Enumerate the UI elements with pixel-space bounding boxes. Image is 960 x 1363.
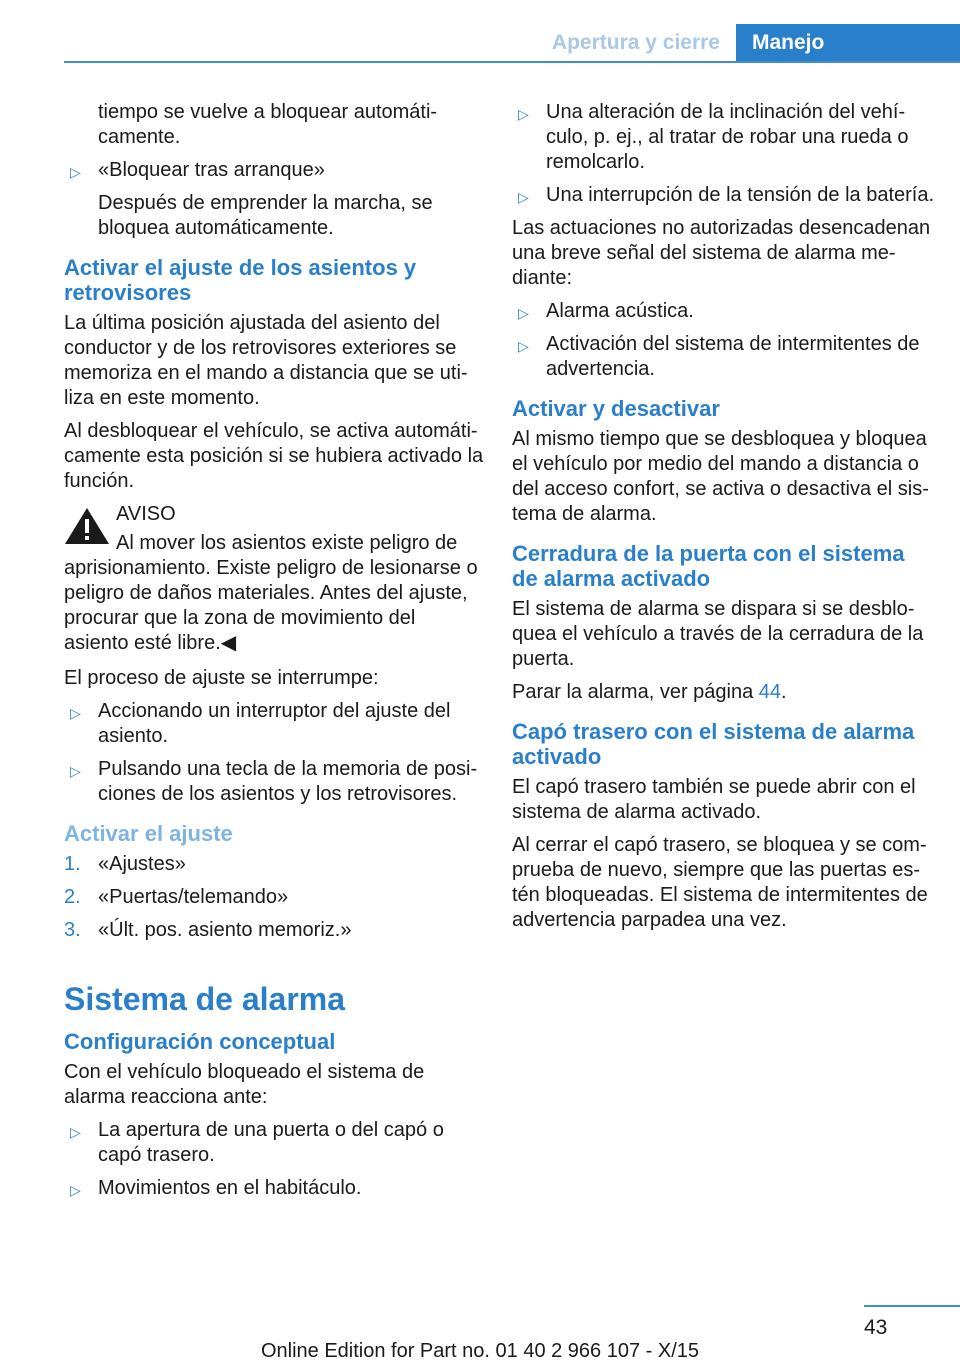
step-item bbox=[64, 918, 484, 943]
triangle-right-icon: ▷ bbox=[70, 1182, 81, 1198]
list-item bbox=[64, 1118, 484, 1168]
bullet-list-senal bbox=[512, 299, 936, 382]
heading-activar-ajuste: Activar el ajuste bbox=[64, 821, 233, 846]
list-item-text: Una interrupción de la tensión de la batería. bbox=[546, 184, 935, 206]
header-rule bbox=[64, 61, 960, 63]
triangle-right-icon: ▷ bbox=[518, 305, 529, 321]
list-item bbox=[64, 699, 484, 749]
heading-activar-desactivar: Activar y desactivar bbox=[512, 396, 720, 421]
list-item-text: Pulsando una tecla de la memoria de posi‐ ciones de los asientos y los retrovisores. bbox=[98, 758, 478, 805]
list-item-text: Accionando un interruptor del ajuste del asiento. bbox=[98, 700, 451, 747]
step-text: «Últ. pos. asiento memoriz.» bbox=[98, 919, 352, 941]
step-number: 3. bbox=[64, 919, 81, 941]
list-item-text: Activación del sistema de intermitentes de advertencia. bbox=[546, 333, 920, 380]
step-item bbox=[64, 852, 484, 877]
warning-text: Al mover los asientos existe peligro de aprisionamiento. Existe peligro de lesionarse o peligro de daños materiales. Antes del ajuste, procurar que la zona de movimiento del asiento esté libre.◀ bbox=[64, 532, 478, 654]
step-number: 1. bbox=[64, 853, 81, 875]
list-item bbox=[64, 158, 484, 183]
list-item-text: «Bloquear tras arranque» bbox=[98, 159, 325, 181]
step-text: «Ajustes» bbox=[98, 853, 186, 875]
continued-text: tiempo se vuelve a bloquear automáti‐ camente. bbox=[98, 101, 438, 148]
triangle-right-icon: ▷ bbox=[70, 763, 81, 779]
paragraph: El proceso de ajuste se interrumpe: bbox=[64, 667, 379, 689]
footer-edition: Online Edition for Part no. 01 40 2 966 107 - X/15 bbox=[260, 1340, 700, 1362]
footer-rule bbox=[864, 1305, 960, 1307]
numbered-steps bbox=[64, 852, 484, 943]
step-text: «Puertas/telemando» bbox=[98, 886, 289, 908]
list-item bbox=[512, 299, 936, 324]
paragraph: Al cerrar el capó trasero, se bloquea y se com‐ prueba de nuevo, siempre que las puertas es‐ tén bloqueadas. El sistema de intermitentes de advertencia parpadea una vez. bbox=[512, 834, 928, 931]
heading-cerradura: Cerradura de la puerta con el sistema de alarma activado bbox=[512, 541, 905, 591]
triangle-right-icon: ▷ bbox=[70, 164, 81, 180]
bullet-list-interrumpe bbox=[64, 699, 484, 807]
list-item bbox=[512, 332, 936, 382]
heading-sistema-alarma: Sistema de alarma bbox=[64, 981, 346, 1017]
triangle-right-icon: ▷ bbox=[518, 338, 529, 354]
warning-triangle-icon bbox=[64, 506, 110, 546]
bullet-continuation: Después de emprender la marcha, se bloquea automáticamente. bbox=[98, 192, 433, 239]
heading-configuracion: Configuración conceptual bbox=[64, 1029, 336, 1054]
heading-asientos: Activar el ajuste de los asientos y retrovisores bbox=[64, 255, 417, 305]
paragraph: El capó trasero también se puede abrir con el sistema de alarma activado. bbox=[512, 776, 916, 823]
paragraph-parar: Parar la alarma, ver página 44. bbox=[512, 681, 787, 703]
page-number: 43 bbox=[864, 1316, 888, 1339]
step-item bbox=[64, 885, 484, 910]
right-column bbox=[512, 100, 936, 941]
step-number: 2. bbox=[64, 886, 81, 908]
triangle-right-icon: ▷ bbox=[70, 1124, 81, 1140]
paragraph: Las actuaciones no autorizadas desencadenan una breve señal del sistema de alarma me‐ diante: bbox=[512, 217, 931, 289]
paragraph: La última posición ajustada del asiento del conductor y de los retrovisores exteriores se memoriza en el mando a distancia que se uti‐ liza en este momento. bbox=[64, 312, 468, 409]
warning-block bbox=[64, 502, 484, 656]
list-item-text: Movimientos en el habitáculo. bbox=[98, 1177, 362, 1199]
list-item-text: Alarma acústica. bbox=[546, 300, 694, 322]
paragraph: El sistema de alarma se dispara si se desblo‐ quea el vehículo a través de la cerradura de la puerta. bbox=[512, 598, 924, 670]
list-item-text: La apertura de una puerta o del capó o capó trasero. bbox=[98, 1119, 444, 1166]
header-chapter-tab[interactable]: Manejo bbox=[736, 24, 960, 61]
header-section-tab[interactable]: Apertura y cierre bbox=[551, 31, 720, 54]
left-column bbox=[64, 100, 484, 1209]
triangle-right-icon: ▷ bbox=[518, 106, 529, 122]
triangle-right-icon: ▷ bbox=[518, 189, 529, 205]
bullet-list-top bbox=[512, 100, 936, 208]
heading-capo: Capó trasero con el sistema de alarma activado bbox=[512, 719, 915, 769]
bullet-list-config bbox=[64, 1118, 484, 1201]
warning-title: AVISO bbox=[116, 503, 176, 525]
triangle-right-icon: ▷ bbox=[70, 705, 81, 721]
paragraph: Con el vehículo bloqueado el sistema de alarma reacciona ante: bbox=[64, 1061, 425, 1108]
page-link[interactable]: 44 bbox=[758, 681, 782, 703]
paragraph: Al desbloquear el vehículo, se activa automáti‐ camente esta posición si se hubiera activado la función. bbox=[64, 420, 484, 492]
list-item bbox=[512, 183, 936, 208]
list-item bbox=[64, 757, 484, 807]
list-item bbox=[512, 100, 936, 175]
bullet-list-bloquear bbox=[64, 158, 484, 183]
list-item-text: Una alteración de la inclinación del vehí‐ culo, p. ej., al tratar de robar una rueda o remolcarlo. bbox=[546, 101, 909, 173]
list-item bbox=[64, 1176, 484, 1201]
paragraph: Al mismo tiempo que se desbloquea y bloquea el vehículo por medio del mando a distancia o del acceso confort, se activa o desactiva el sis‐ tema de alarma. bbox=[512, 428, 929, 525]
